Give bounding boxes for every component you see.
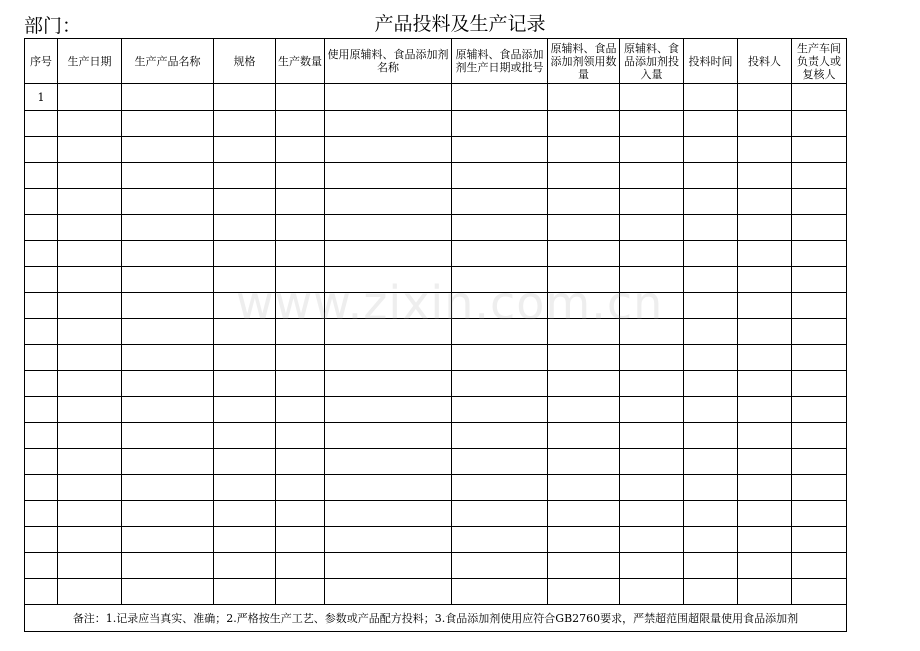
table-cell[interactable]: [122, 527, 214, 553]
table-cell[interactable]: [452, 84, 548, 111]
table-cell[interactable]: [122, 449, 214, 475]
table-cell[interactable]: [214, 371, 276, 397]
col-header-material-input: 原辅料、食品添加剂投入量: [620, 39, 684, 84]
table-cell[interactable]: [214, 345, 276, 371]
table-row: [25, 215, 847, 241]
table-cell[interactable]: [58, 397, 122, 423]
table-row: [25, 475, 847, 501]
table-cell[interactable]: [452, 137, 548, 163]
table-cell[interactable]: [214, 319, 276, 345]
table-cell[interactable]: [325, 241, 452, 267]
table-cell[interactable]: [620, 267, 684, 293]
table-cell[interactable]: [122, 293, 214, 319]
table-cell[interactable]: [122, 423, 214, 449]
table-cell[interactable]: [58, 501, 122, 527]
table-cell[interactable]: [548, 397, 620, 423]
table-cell[interactable]: [214, 553, 276, 579]
table-cell[interactable]: [792, 293, 847, 319]
table-row: [25, 553, 847, 579]
table-cell[interactable]: [620, 189, 684, 215]
table-cell[interactable]: [620, 397, 684, 423]
table-cell[interactable]: [620, 501, 684, 527]
table-cell[interactable]: [684, 189, 738, 215]
table-cell[interactable]: [325, 527, 452, 553]
table-cell[interactable]: [548, 475, 620, 501]
table-cell[interactable]: [325, 371, 452, 397]
table-cell[interactable]: [325, 215, 452, 241]
table-cell[interactable]: [58, 111, 122, 137]
col-header-seq: 序号: [25, 39, 58, 84]
table-cell[interactable]: [122, 163, 214, 189]
table-cell[interactable]: [25, 241, 58, 267]
table-cell[interactable]: [122, 345, 214, 371]
table-cell[interactable]: [548, 579, 620, 605]
table-cell[interactable]: [792, 397, 847, 423]
table-cell[interactable]: [214, 579, 276, 605]
table-cell[interactable]: [325, 345, 452, 371]
table-cell[interactable]: [620, 319, 684, 345]
table-cell[interactable]: [325, 111, 452, 137]
table-cell[interactable]: [58, 137, 122, 163]
table-cell[interactable]: [792, 579, 847, 605]
table-cell[interactable]: [738, 449, 792, 475]
table-cell[interactable]: [122, 241, 214, 267]
table-cell[interactable]: [25, 267, 58, 293]
table-row: [25, 501, 847, 527]
table-cell[interactable]: [684, 397, 738, 423]
table-cell[interactable]: [25, 527, 58, 553]
table-cell[interactable]: [276, 423, 325, 449]
table-cell[interactable]: [548, 319, 620, 345]
table-cell[interactable]: [792, 553, 847, 579]
col-header-reviewer: 生产车间负责人或复核人: [792, 39, 847, 84]
table-cell[interactable]: [122, 397, 214, 423]
table-cell[interactable]: [684, 423, 738, 449]
col-header-feed-time: 投料时间: [684, 39, 738, 84]
table-row: [25, 267, 847, 293]
table-cell[interactable]: [325, 189, 452, 215]
table-row: [25, 163, 847, 189]
table-cell[interactable]: [325, 553, 452, 579]
table-cell[interactable]: [452, 501, 548, 527]
table-cell[interactable]: [684, 579, 738, 605]
table-cell[interactable]: [452, 215, 548, 241]
table-cell[interactable]: [25, 293, 58, 319]
col-header-spec: 规格: [214, 39, 276, 84]
table-cell[interactable]: [548, 189, 620, 215]
table-cell[interactable]: [276, 397, 325, 423]
table-cell[interactable]: [548, 527, 620, 553]
table-cell[interactable]: [792, 501, 847, 527]
table-cell[interactable]: [122, 84, 214, 111]
table-cell[interactable]: [738, 579, 792, 605]
table-cell[interactable]: [276, 501, 325, 527]
table-cell[interactable]: [452, 163, 548, 189]
header-row: [25, 39, 847, 84]
table-cell[interactable]: [738, 189, 792, 215]
table-cell[interactable]: [792, 449, 847, 475]
table-cell[interactable]: [684, 293, 738, 319]
table-cell[interactable]: [452, 423, 548, 449]
table-cell[interactable]: [325, 475, 452, 501]
table-cell[interactable]: [25, 449, 58, 475]
table-cell[interactable]: [738, 241, 792, 267]
table-row: [25, 449, 847, 475]
table-cell[interactable]: [276, 579, 325, 605]
table-cell[interactable]: [684, 475, 738, 501]
table-cell[interactable]: [620, 579, 684, 605]
table-cell[interactable]: [620, 345, 684, 371]
table-cell[interactable]: [58, 345, 122, 371]
table-cell[interactable]: [25, 501, 58, 527]
footer-row: [25, 605, 847, 632]
table-cell[interactable]: [25, 163, 58, 189]
table-cell[interactable]: [122, 215, 214, 241]
table-cell[interactable]: [738, 501, 792, 527]
table-cell[interactable]: [620, 553, 684, 579]
table-cell[interactable]: [548, 553, 620, 579]
table-cell[interactable]: [276, 241, 325, 267]
table-cell[interactable]: [684, 241, 738, 267]
table-cell[interactable]: [792, 423, 847, 449]
table-cell[interactable]: [792, 241, 847, 267]
table-cell[interactable]: [325, 319, 452, 345]
table-cell[interactable]: [738, 111, 792, 137]
page-title: 产品投料及生产记录: [374, 13, 546, 35]
table-cell[interactable]: [620, 215, 684, 241]
table-cell[interactable]: [58, 215, 122, 241]
table-cell[interactable]: [214, 397, 276, 423]
table-cell[interactable]: [452, 241, 548, 267]
table-cell[interactable]: [25, 215, 58, 241]
table-cell[interactable]: [122, 137, 214, 163]
table-cell[interactable]: [738, 293, 792, 319]
table-row: [25, 319, 847, 345]
col-header-feeder: 投料人: [738, 39, 792, 84]
table-cell[interactable]: [325, 267, 452, 293]
table-cell[interactable]: [452, 189, 548, 215]
table-row: [25, 397, 847, 423]
table-cell[interactable]: [452, 397, 548, 423]
table-cell[interactable]: [452, 319, 548, 345]
table-cell[interactable]: [276, 371, 325, 397]
table-cell[interactable]: [58, 579, 122, 605]
table-cell[interactable]: [792, 137, 847, 163]
table-cell[interactable]: [738, 371, 792, 397]
table-cell[interactable]: [738, 423, 792, 449]
table-cell[interactable]: [58, 241, 122, 267]
table-cell[interactable]: [792, 527, 847, 553]
table-row: [25, 293, 847, 319]
table-cell[interactable]: [792, 267, 847, 293]
table-cell[interactable]: [548, 345, 620, 371]
table-cell[interactable]: [792, 475, 847, 501]
table-cell[interactable]: [58, 84, 122, 111]
table-cell[interactable]: [25, 319, 58, 345]
table-cell[interactable]: [276, 111, 325, 137]
table-cell[interactable]: [214, 163, 276, 189]
table-cell[interactable]: [276, 319, 325, 345]
table-cell[interactable]: [684, 345, 738, 371]
table-cell[interactable]: [25, 397, 58, 423]
table-cell[interactable]: [325, 397, 452, 423]
table-cell[interactable]: [214, 189, 276, 215]
table-cell[interactable]: [214, 84, 276, 111]
table-cell[interactable]: [276, 475, 325, 501]
table-cell[interactable]: [58, 449, 122, 475]
table-cell[interactable]: [620, 163, 684, 189]
table-cell[interactable]: [122, 579, 214, 605]
table-row: [25, 371, 847, 397]
col-header-product-name: 生产产品名称: [122, 39, 214, 84]
table-cell[interactable]: [792, 345, 847, 371]
table-cell[interactable]: [620, 137, 684, 163]
table-cell[interactable]: [620, 475, 684, 501]
table-cell[interactable]: [122, 475, 214, 501]
table-cell[interactable]: [620, 449, 684, 475]
table-cell[interactable]: [792, 163, 847, 189]
table-cell[interactable]: [548, 111, 620, 137]
table-cell[interactable]: [684, 163, 738, 189]
table-cell[interactable]: [25, 423, 58, 449]
table-row: [25, 527, 847, 553]
table-cell[interactable]: [122, 111, 214, 137]
table-cell[interactable]: [325, 501, 452, 527]
table-cell[interactable]: [214, 501, 276, 527]
table-cell[interactable]: [684, 111, 738, 137]
row-number: 1: [25, 84, 58, 111]
table-cell[interactable]: [548, 215, 620, 241]
table-cell[interactable]: [684, 267, 738, 293]
table-cell[interactable]: [214, 527, 276, 553]
table-cell[interactable]: [738, 527, 792, 553]
department-label: 部门：: [24, 15, 82, 37]
table-cell[interactable]: [325, 449, 452, 475]
table-row: [25, 137, 847, 163]
production-record-table: [24, 38, 847, 632]
table-cell[interactable]: [452, 553, 548, 579]
table-cell[interactable]: [122, 189, 214, 215]
table-cell[interactable]: [276, 527, 325, 553]
table-cell[interactable]: [792, 111, 847, 137]
table-cell[interactable]: [58, 553, 122, 579]
table-cell[interactable]: [452, 371, 548, 397]
table-row: [25, 189, 847, 215]
table-cell[interactable]: [738, 163, 792, 189]
table-cell[interactable]: [276, 345, 325, 371]
table-cell[interactable]: [58, 267, 122, 293]
table-cell[interactable]: [452, 449, 548, 475]
table-cell[interactable]: [548, 293, 620, 319]
table-cell[interactable]: [276, 137, 325, 163]
table-cell[interactable]: [738, 215, 792, 241]
table-cell[interactable]: [792, 84, 847, 111]
table-cell[interactable]: [738, 397, 792, 423]
table-cell[interactable]: [214, 423, 276, 449]
table-cell[interactable]: [58, 371, 122, 397]
col-header-production-date: 生产日期: [58, 39, 122, 84]
table-cell[interactable]: [548, 241, 620, 267]
table-cell[interactable]: [25, 345, 58, 371]
col-header-quantity: 生产数量: [276, 39, 325, 84]
table-cell[interactable]: [792, 371, 847, 397]
table-cell[interactable]: [452, 293, 548, 319]
table-row: [25, 579, 847, 605]
table-cell[interactable]: [548, 163, 620, 189]
table-cell[interactable]: [325, 423, 452, 449]
table-cell[interactable]: [548, 137, 620, 163]
table-cell[interactable]: [620, 423, 684, 449]
table-cell[interactable]: [684, 319, 738, 345]
table-row: [25, 84, 847, 111]
table-cell[interactable]: [325, 163, 452, 189]
watermark: www.zixin.com.cn: [236, 276, 664, 330]
table-cell[interactable]: [452, 579, 548, 605]
table-cell[interactable]: [58, 293, 122, 319]
table-cell[interactable]: [214, 215, 276, 241]
table-cell[interactable]: [684, 501, 738, 527]
table-cell[interactable]: [276, 189, 325, 215]
table-cell[interactable]: [276, 163, 325, 189]
table-cell[interactable]: [548, 449, 620, 475]
table-cell[interactable]: [738, 267, 792, 293]
table-cell[interactable]: [58, 189, 122, 215]
table-cell[interactable]: [325, 84, 452, 111]
table-row: [25, 423, 847, 449]
footer-note: 备注：1.记录应当真实、准确；2.严格按生产工艺、参数或产品配方投料；3.食品添加剂使用应符合GB2760要求，严禁超范围超限量使用食品添加剂: [25, 605, 847, 632]
table-cell[interactable]: [58, 527, 122, 553]
table-cell[interactable]: [214, 293, 276, 319]
table-cell[interactable]: [684, 215, 738, 241]
table-cell[interactable]: [214, 475, 276, 501]
table-cell[interactable]: [620, 111, 684, 137]
table-cell[interactable]: [548, 371, 620, 397]
table-cell[interactable]: [214, 449, 276, 475]
table-cell[interactable]: [325, 579, 452, 605]
table-row: [25, 345, 847, 371]
table-cell[interactable]: [122, 371, 214, 397]
table-cell[interactable]: [684, 371, 738, 397]
table-cell[interactable]: [684, 449, 738, 475]
table-row: [25, 111, 847, 137]
table-cell[interactable]: [122, 553, 214, 579]
table-cell[interactable]: [58, 319, 122, 345]
col-header-material-issued: 原辅料、食品添加剂领用数量: [548, 39, 620, 84]
table-cell[interactable]: [276, 293, 325, 319]
table-cell[interactable]: [122, 501, 214, 527]
table-cell[interactable]: [738, 84, 792, 111]
table-cell[interactable]: [122, 267, 214, 293]
table-cell[interactable]: [214, 267, 276, 293]
table-cell[interactable]: [58, 475, 122, 501]
table-cell[interactable]: [452, 267, 548, 293]
table-cell[interactable]: [684, 527, 738, 553]
table-cell[interactable]: [122, 319, 214, 345]
table-cell[interactable]: [452, 111, 548, 137]
table-cell[interactable]: [548, 267, 620, 293]
table-cell[interactable]: [25, 189, 58, 215]
table-cell[interactable]: [325, 137, 452, 163]
table-cell[interactable]: [25, 475, 58, 501]
table-cell[interactable]: [738, 319, 792, 345]
table-cell[interactable]: [25, 371, 58, 397]
table-cell[interactable]: [452, 345, 548, 371]
table-cell[interactable]: [620, 527, 684, 553]
table-cell[interactable]: [620, 293, 684, 319]
col-header-material-batch: 原辅料、食品添加剂生产日期或批号: [452, 39, 548, 84]
table-cell[interactable]: [452, 527, 548, 553]
table-cell[interactable]: [620, 371, 684, 397]
table-cell[interactable]: [58, 423, 122, 449]
table-cell[interactable]: [276, 215, 325, 241]
table-cell[interactable]: [25, 553, 58, 579]
table-cell[interactable]: [684, 553, 738, 579]
table-cell[interactable]: [792, 319, 847, 345]
table-cell[interactable]: [276, 449, 325, 475]
table-cell[interactable]: [452, 475, 548, 501]
table-cell[interactable]: [738, 553, 792, 579]
table-cell[interactable]: [738, 345, 792, 371]
table-cell[interactable]: [25, 137, 58, 163]
table-cell[interactable]: [548, 84, 620, 111]
table-cell[interactable]: [548, 501, 620, 527]
table-cell[interactable]: [276, 267, 325, 293]
table-cell[interactable]: [58, 163, 122, 189]
table-cell[interactable]: [276, 84, 325, 111]
table-cell[interactable]: [214, 111, 276, 137]
table-cell[interactable]: [620, 241, 684, 267]
col-header-material-name: 使用原辅料、食品添加剂名称: [325, 39, 452, 84]
table-cell[interactable]: [25, 579, 58, 605]
table-cell[interactable]: [214, 241, 276, 267]
table-cell[interactable]: [548, 423, 620, 449]
table-cell[interactable]: [792, 215, 847, 241]
table-cell[interactable]: [620, 84, 684, 111]
table-cell[interactable]: [325, 293, 452, 319]
table-cell[interactable]: [738, 137, 792, 163]
table-row: [25, 241, 847, 267]
table-cell[interactable]: [738, 475, 792, 501]
table-cell[interactable]: [684, 84, 738, 111]
table-cell[interactable]: [684, 137, 738, 163]
table-cell[interactable]: [214, 137, 276, 163]
table-cell[interactable]: [792, 189, 847, 215]
table-cell[interactable]: [25, 111, 58, 137]
table-cell[interactable]: [276, 553, 325, 579]
